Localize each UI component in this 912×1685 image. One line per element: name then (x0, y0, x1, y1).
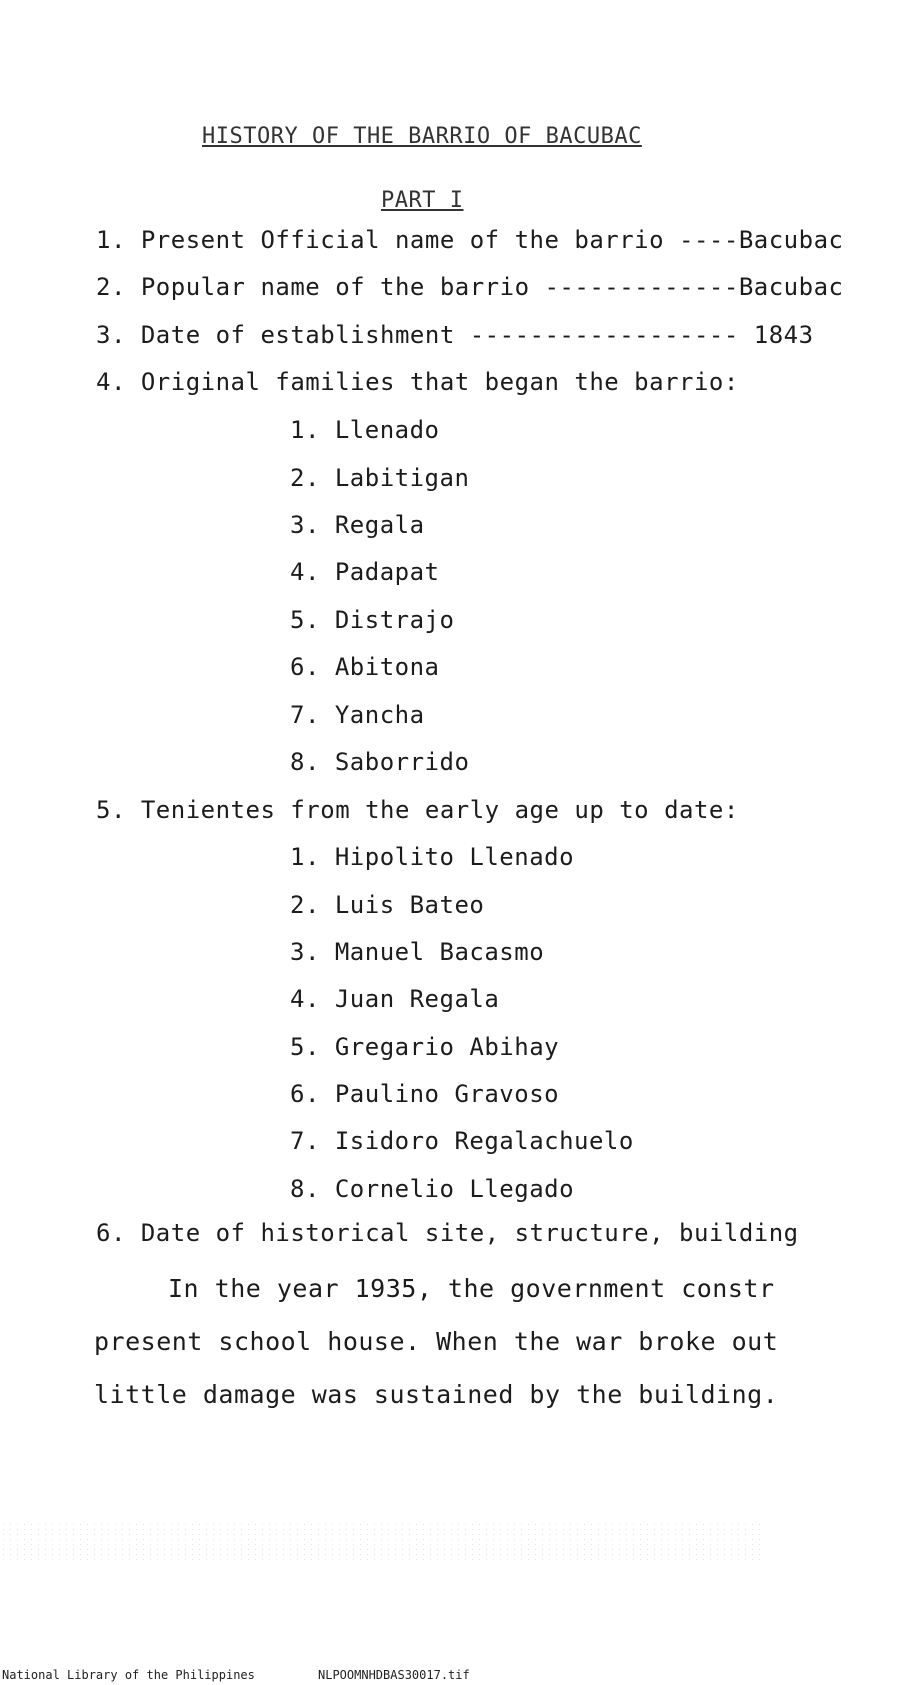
item-official-name: 1. Present Official name of the barrio ----Bacubac (96, 226, 844, 254)
family-list-item: 3. Regala (290, 511, 425, 539)
footer-filename: NLPOOMNHDBAS30017.tif (318, 1668, 470, 1682)
paragraph-line: little damage was sustained by the building. (94, 1380, 779, 1409)
paragraph-line: In the year 1935, the government constr (168, 1274, 775, 1303)
scan-noise (0, 1522, 760, 1562)
teniente-list-item: 5. Gregario Abihay (290, 1033, 560, 1061)
family-list-item: 2. Labitigan (290, 464, 470, 492)
family-list-item: 1. Llenado (290, 416, 440, 444)
teniente-list-item: 6. Paulino Gravoso (290, 1080, 560, 1108)
part-heading: PART I (381, 188, 464, 213)
paragraph-line: present school house. When the war broke out (94, 1327, 779, 1356)
family-list-item: 8. Saborrido (290, 748, 470, 776)
teniente-list-item: 1. Hipolito Llenado (290, 843, 575, 871)
item-tenientes-heading: 5. Tenientes from the early age up to date: (96, 796, 739, 824)
item-date-established: 3. Date of establishment ------------------ 1843 (96, 321, 814, 349)
teniente-list-item: 2. Luis Bateo (290, 891, 485, 919)
document-title: HISTORY OF THE BARRIO OF BACUBAC (202, 124, 642, 149)
item-historical-site: 6. Date of historical site, structure, building (96, 1219, 799, 1247)
teniente-list-item: 8. Cornelio Llegado (290, 1175, 575, 1203)
item-popular-name: 2. Popular name of the barrio -------------Bacubac (96, 273, 844, 301)
family-list-item: 7. Yancha (290, 701, 425, 729)
teniente-list-item: 4. Juan Regala (290, 985, 500, 1013)
teniente-list-item: 3. Manuel Bacasmo (290, 938, 545, 966)
family-list-item: 5. Distrajo (290, 606, 455, 634)
family-list-item: 6. Abitona (290, 653, 440, 681)
teniente-list-item: 7. Isidoro Regalachuelo (290, 1127, 634, 1155)
footer-source: National Library of the Philippines (2, 1668, 255, 1682)
family-list-item: 4. Padapat (290, 558, 440, 586)
item-original-families-heading: 4. Original families that began the barrio: (96, 368, 739, 396)
